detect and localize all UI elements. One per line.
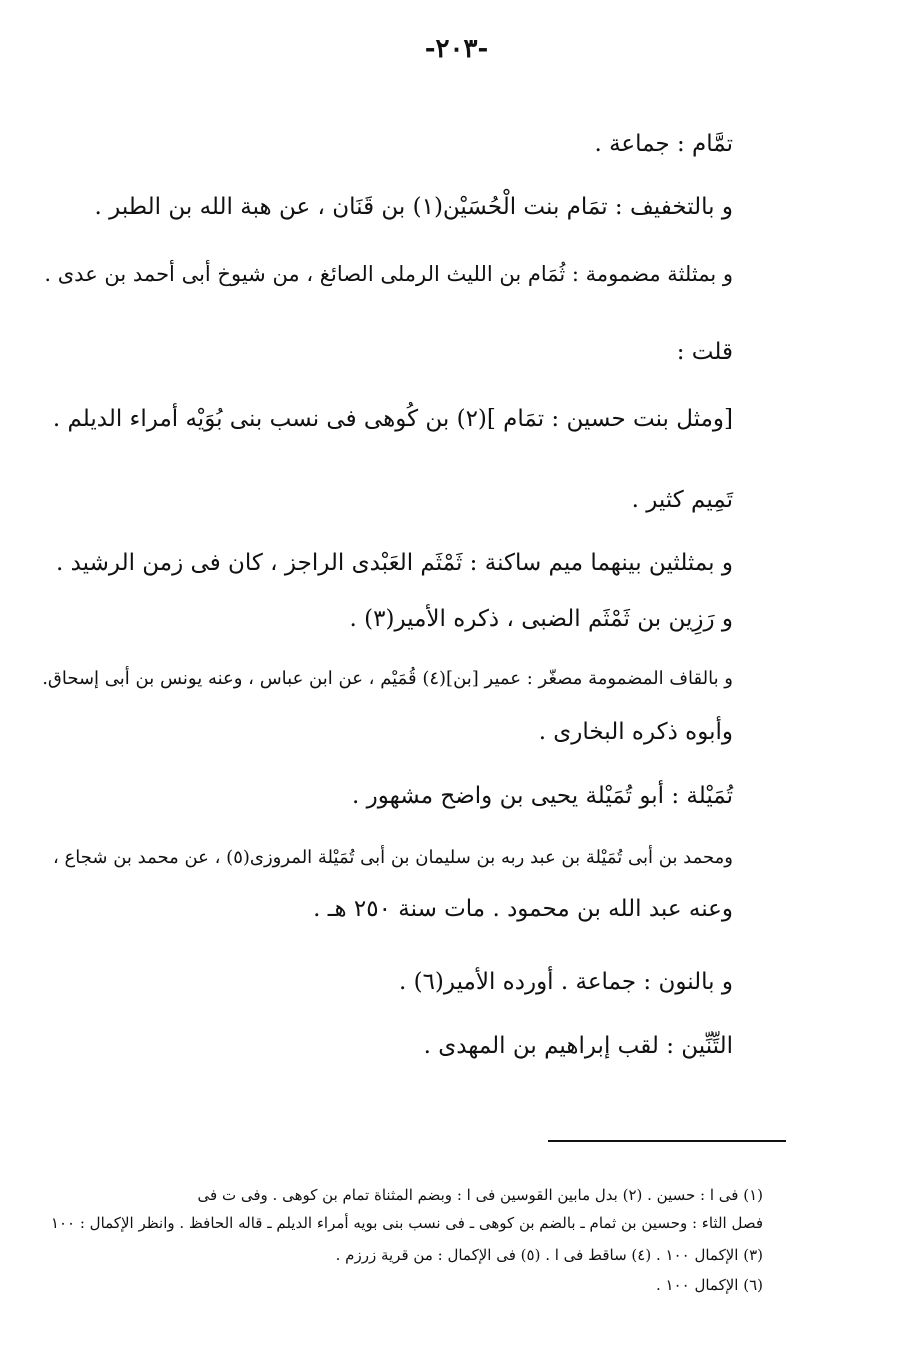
footnote-divider <box>548 1140 786 1142</box>
body-line: و بمثلثة مضمومة : ثُمَام بن الليث الرملى الصائغ ، من شيوخ أبى أحمد بن عدى . <box>44 262 733 286</box>
body-line: [ومثل بنت حسين : تمَام ](٢) بن كُوهى فى نسب بنى بُوَيْه أمراء الديلم . <box>52 406 733 432</box>
footnote-line: (١) فى ا : حسين . (٢) بدل مابين القوسين فى ا : وبضم المثناة تمام بن كوهى . وفى ت فى <box>197 1186 763 1204</box>
page-number: -٢٠٣- <box>424 34 489 64</box>
footnote-line: (٦) الإكمال ١٠٠ . <box>655 1276 763 1294</box>
body-line: و رَزِين بن ثَمْثَم الضبى ، ذكره الأمير(٣) . <box>349 606 733 632</box>
entry-headword-tamim: تَمِيم كثير . <box>631 487 733 513</box>
body-line-qultu: قلت : <box>676 339 733 365</box>
entry-headword-tinnin: التِّنِّين : لقب إبراهيم بن المهدى . <box>423 1033 733 1059</box>
entry-headword-tumayla: تُمَيْلة : أبو تُمَيْلة يحيى بن واضح مشهور . <box>352 783 733 809</box>
footnote-line: فصل الثاء : وحسين بن ثمام ـ بالضم بن كوهى ـ فى نسب بنى بويه أمراء الديلم ـ قاله الحافظ . وانظر الإكمال : ١٠٠ <box>50 1214 763 1232</box>
body-line: وأبوه ذكره البخارى . <box>538 719 733 745</box>
body-line: و بالنون : جماعة . أورده الأمير(٦) . <box>398 969 733 995</box>
body-line: وعنه عبد الله بن محمود . مات سنة ٢٥٠ هـ . <box>313 896 733 922</box>
entry-headword-tammam: تمَّام : جماعة . <box>594 131 733 157</box>
body-line: و بالقاف المضمومة مصغّر : عمير [بن](٤) قُمَيْم ، عن ابن عباس ، وعنه يونس بن أبى إسحاق. <box>42 668 733 689</box>
body-line: و بالتخفيف : تمَام بنت الْحُسَيْن(١) بن قَنَان ، عن هبة الله بن الطبر . <box>94 194 733 220</box>
body-line: و بمثلثين بينهما ميم ساكنة : ثَمْثَم العَبْدى الراجز ، كان فى زمن الرشيد . <box>55 550 733 576</box>
body-line: ومحمد بن أبى تُمَيْلة بن عبد ربه بن سليمان بن أبى تُمَيْلة المروزى(٥) ، عن محمد بن شجاع ، <box>53 847 733 868</box>
footnote-line: (٣) الإكمال ١٠٠ . (٤) ساقط فى ا . (٥) فى الإكمال : من قرية زرزم . <box>335 1246 763 1264</box>
